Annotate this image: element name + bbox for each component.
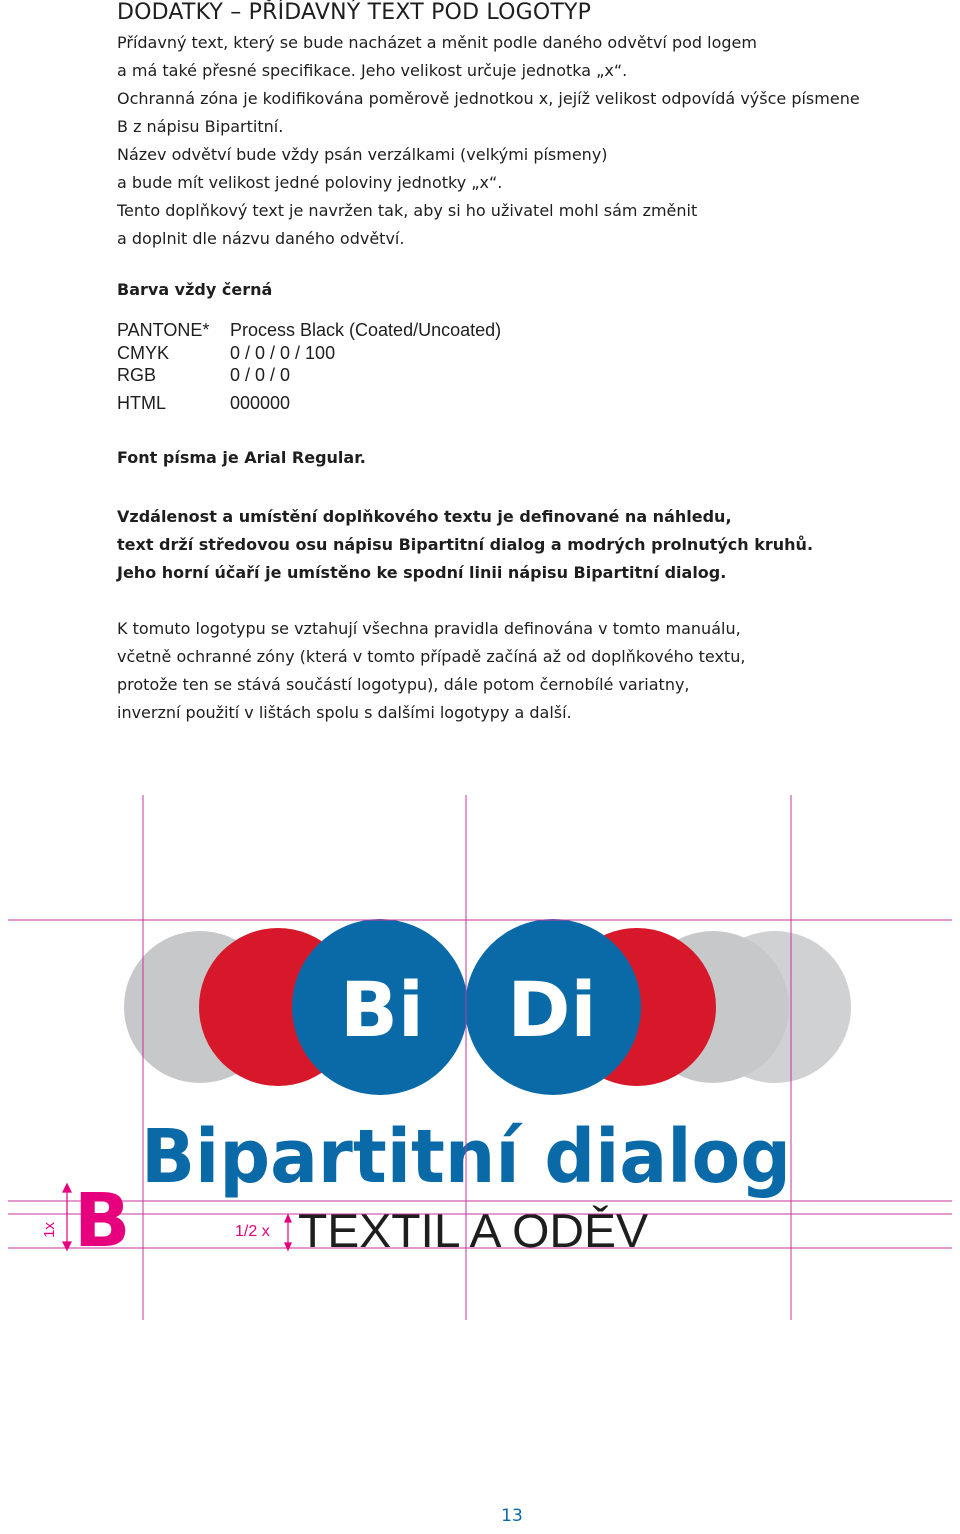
section-heading: DODATKY – PŘÍDAVNÝ TEXT POD LOGOTYP (117, 0, 592, 25)
unit-label: 1x (41, 1222, 58, 1238)
spec-label: PANTONE* (117, 320, 210, 340)
rules-paragraph (117, 615, 745, 727)
text-line: včetně ochranné zóny (která v tomto případě začíná až od doplňkového textu, (117, 647, 746, 666)
sector-label: TEXTIL A ODĚV (298, 1204, 649, 1257)
text-line: a doplnit dle názvu daného odvětví. (117, 229, 405, 248)
unit-arrow-head-bottom (63, 1242, 71, 1250)
page-number: 13 (501, 1506, 523, 1526)
spec-value: 0 / 0 / 0 (230, 365, 291, 385)
text-line: Přídavný text, který se bude nacházet a měnit podle daného odvětví pod logem (117, 33, 757, 52)
di-letters: Di (507, 965, 597, 1054)
font-note: Font písma je Arial Regular. (117, 448, 366, 467)
logo-construction-diagram (0, 790, 960, 1330)
spec-label: RGB (117, 365, 157, 385)
spec-value: Process Black (Coated/Uncoated) (230, 320, 502, 340)
text-line: protože ten se stává součástí logotypu), dále potom černobílé variatny, (117, 675, 690, 694)
spec-label: CMYK (117, 343, 170, 363)
text-line: Ochranná zóna je kodifikována poměrově jednotkou x, jejíž velikost odpovídá výšce písmene (117, 89, 860, 108)
unit-arrow (63, 1184, 71, 1250)
text-line: Tento doplňkový text je navržen tak, aby si ho uživatel mohl sám změnit (117, 201, 698, 220)
placement-paragraph (117, 503, 813, 587)
text-line: inverzní použití v lištách spolu s dalšími logotypy a další. (117, 703, 572, 722)
half-unit-arrow-head-top (285, 1215, 291, 1222)
half-unit-arrow-head-bottom (285, 1243, 291, 1250)
half-unit-arrow (285, 1215, 291, 1250)
text-line: Název odvětví bude vždy psán verzálkami (velkými písmeny) (117, 145, 608, 164)
unit-letter: B (74, 1178, 131, 1264)
text-line: Jeho horní účaří je umístěno ke spodní linii nápisu Bipartitní dialog. (117, 563, 727, 582)
text-line: a bude mít velikost jedné poloviny jednotky „x“. (117, 173, 503, 192)
intro-paragraph (117, 29, 860, 253)
spec-value: 000000 (230, 393, 291, 413)
text-line: B z nápisu Bipartitní. (117, 117, 284, 136)
color-heading: Barva vždy černá (117, 280, 273, 299)
text-line: K tomuto logotypu se vztahují všechna pravidla definována v tomto manuálu, (117, 619, 741, 638)
bi-letters: Bi (340, 965, 424, 1054)
half-unit-label: 1/2 x (235, 1223, 270, 1240)
spec-label: HTML (117, 393, 166, 413)
unit-arrow-head-top (63, 1184, 71, 1192)
text-line: Vzdálenost a umístění doplňkového textu je definované na náhledu, (117, 507, 732, 526)
wordmark: Bipartitní dialog (141, 1114, 791, 1200)
spec-value: 0 / 0 / 0 / 100 (230, 343, 336, 363)
text-line: text drží středovou osu nápisu Bipartitní dialog a modrých prolnutých kruhů. (117, 535, 814, 554)
text-line: a má také přesné specifikace. Jeho velikost určuje jednotka „x“. (117, 61, 628, 80)
